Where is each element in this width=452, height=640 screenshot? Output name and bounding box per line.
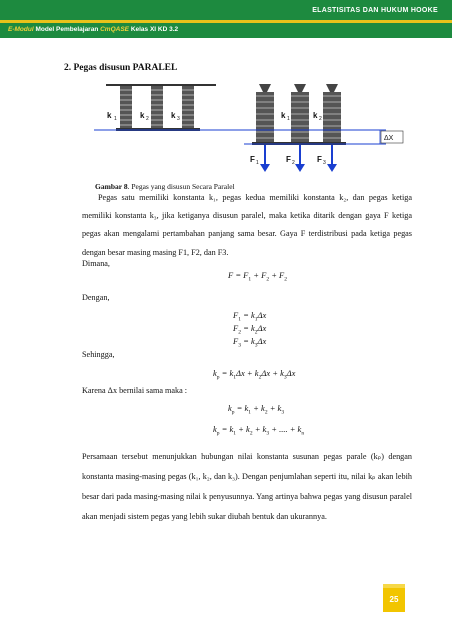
svg-text:1: 1: [256, 160, 259, 166]
spring-right-1: [256, 92, 274, 142]
header-band: [0, 0, 452, 38]
spring-right-3: [323, 92, 341, 142]
label-karena: Karena Δx bernilai sama maka :: [82, 386, 188, 395]
spring-left-3: [182, 86, 194, 128]
parallel-springs-figure: [94, 82, 416, 180]
label-k1-right: k: [281, 111, 286, 120]
header-yellow-stripe: [0, 20, 452, 23]
chapter-title: ELASTISITAS DAN HUKUM HOOKE: [312, 7, 438, 14]
module-class: Kelas XI KD 3.2: [129, 26, 179, 33]
label-dimana: Dimana,: [82, 259, 110, 268]
label-f2: F: [286, 155, 291, 164]
svg-text:2: 2: [146, 116, 149, 122]
svg-text:1: 1: [114, 116, 117, 122]
spring-right-2: [291, 92, 309, 142]
svg-text:1: 1: [287, 116, 290, 122]
section-title: 2. Pegas disusun PARALEL: [64, 63, 178, 73]
caption-label: Gambar 8: [95, 182, 128, 191]
equation-kp-general: $k_p = k_1 + k_2 + k_3$ + .... + $k_n$: [213, 424, 305, 437]
module-middle: Model Pembelajaran: [33, 26, 101, 33]
caption-text: . Pegas yang disusun Secara Paralel: [127, 182, 235, 191]
svg-text:3: 3: [323, 160, 326, 166]
emodul-label: E-Modul: [8, 26, 34, 33]
equation-force-sum: $F = F_1 + F_2 + F_2$: [228, 270, 287, 283]
cmqase-label: CmQASE: [100, 26, 130, 33]
module-title: [8, 26, 178, 33]
equation-f3: $F_3 = k_3\Delta x$: [233, 336, 267, 349]
closing-paragraph: Persamaan tersebut menunjukkan hubungan nilai konstanta susunan pegas parale (kₚ) dengan konstanta masing-masing pegas (k₁, k₂, dan k₃). Dengan penjumlahan seperti itu, nilai kₚ akan lebih besar dari pada masing-masing nilai k penyusunnya. Yang artinya bahwa pegas yang disusun paralel akan menjadi sistem pegas yang lebih sukar diubah bentuk dan ukurannya.: [82, 452, 412, 521]
delta-x-label: ΔX: [384, 135, 394, 142]
label-k2: k: [140, 111, 145, 120]
spring-left-1: [120, 86, 132, 128]
left-springs: [116, 86, 200, 131]
spring-left-2: [151, 86, 163, 128]
force-arrows: [260, 145, 337, 172]
equation-f1: $F_1 = k_1\Delta x$: [233, 310, 267, 323]
label-dengan: Dengan,: [82, 293, 110, 302]
equation-f2: $F_2 = k_2\Delta x$: [233, 323, 267, 336]
label-f3: F: [317, 155, 322, 164]
label-f1: F: [250, 155, 255, 164]
label-k3: k: [171, 111, 176, 120]
right-springs: [252, 84, 346, 145]
svg-text:2: 2: [292, 160, 295, 166]
paragraph-description: Pegas satu memiliki konstanta k₁, pegas kedua memiliki konstanta k₂, dan pegas ketiga memiliki konstanta k₃, jika ketiganya disusun paralel, maka ketika ditarik dengan gaya F ketiga pegas akan mengalami pertambahan panjang sama besar. Gaya F terdistribusi pada ketiga pegas dengan besar masing masing F1, F2, dan F3.: [82, 193, 412, 257]
equation-kp-delta: $k_p = k_1\Delta x + k_2\Delta x + k_3\Delta x$: [213, 368, 296, 381]
ceiling-left: [106, 84, 216, 86]
label-k1: k: [107, 111, 112, 120]
page-number: 25: [383, 588, 405, 612]
label-sehingga: Sehingga,: [82, 350, 115, 359]
svg-text:2: 2: [319, 116, 322, 122]
svg-text:3: 3: [177, 116, 180, 122]
label-k2-right: k: [313, 111, 318, 120]
equation-kp-three: $k_p = k_1 + k_2 + k_3$: [228, 403, 285, 416]
